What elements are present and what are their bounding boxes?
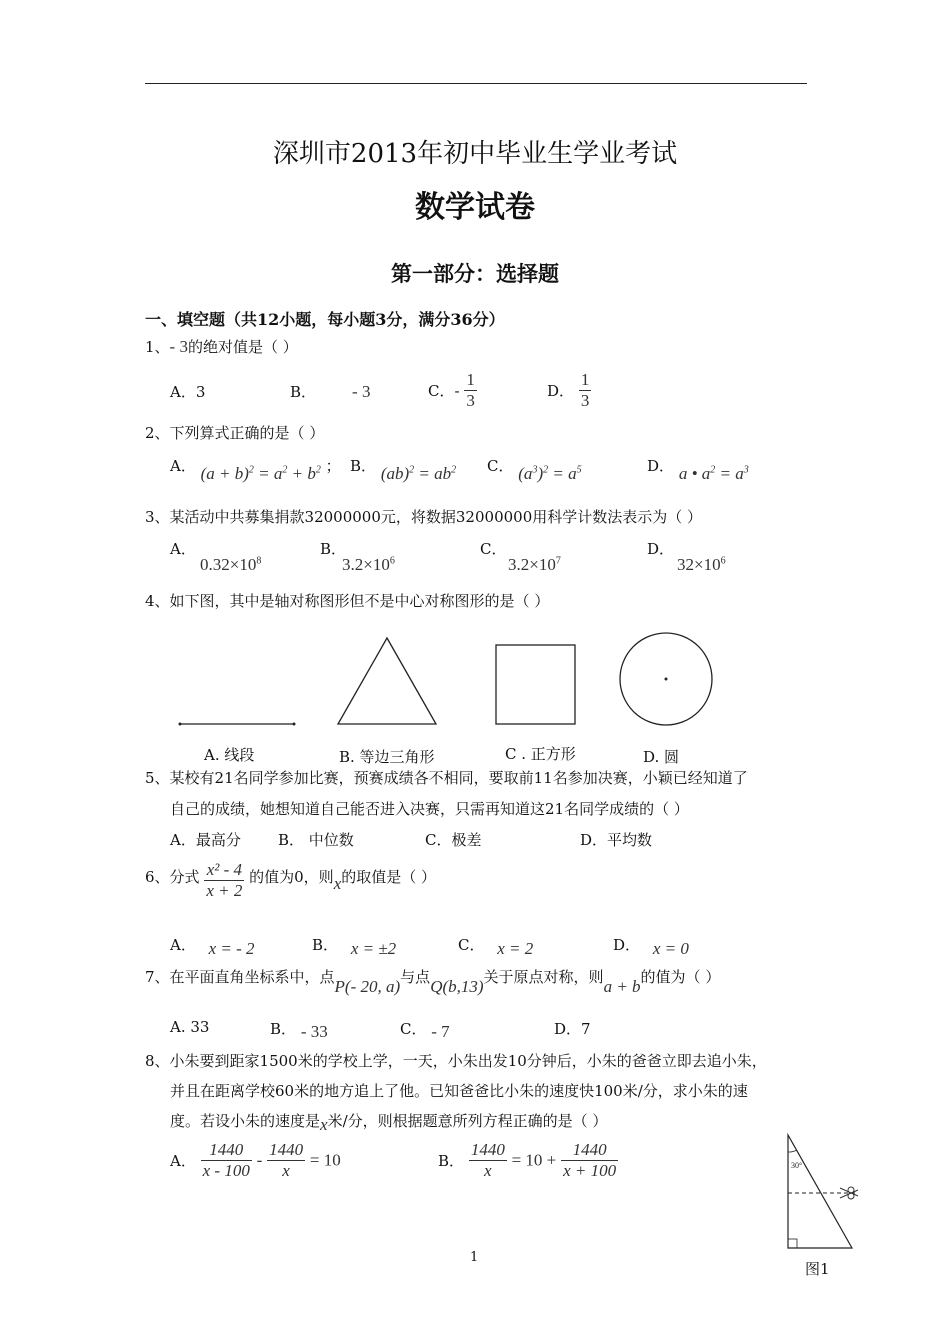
question-3-stem: 3、某活动中共募集捐款32000000元，将数据32000000用科学计数法表示为（ ）: [145, 508, 703, 526]
q4-option-a: A. 线段: [204, 746, 255, 764]
q8-option-a: A． $\frac{1440}{x - 100}$ - $\frac{1440}{x}$ = 10: [170, 1140, 341, 1180]
question-2-stem: 2、下列算式正确的是（ ）: [145, 424, 325, 442]
question-1-stem: 1、- 3的绝对值是（ ）: [145, 337, 298, 356]
q5-option-c: C．极差: [425, 831, 482, 849]
q7-option-b: B． - 33: [270, 1020, 328, 1041]
q3-option-d: D． $32\times 10^6$: [647, 540, 726, 574]
header-rule: [145, 83, 807, 84]
q7-option-c: C． - 7: [400, 1020, 450, 1041]
q5-option-a: A．最高分: [170, 831, 241, 849]
question-8-line2: 并且在距离学校60米的地方追上了他。已知爸爸比小朱的速度快100米/分，求小朱的速: [170, 1082, 748, 1100]
circle-figure: [620, 633, 712, 725]
figure-1-triangle: [780, 1130, 865, 1255]
q2-option-d: D． a • $a^2 = a^3$: [647, 457, 749, 483]
q5-option-d: D．平均数: [580, 831, 653, 849]
q3-option-a: A． $0.32\times 10^8$: [170, 540, 262, 574]
q8-option-b: B． $\frac{1440}{x}$ = 10 + $\frac{1440}{x + 100}$: [438, 1140, 617, 1180]
q1-option-a: A．3: [170, 383, 206, 401]
q4-option-d: D. 圆: [643, 748, 680, 766]
question-7-stem: 7、在平面直角坐标系中，点P(- 20, a)与点Q(b,13)关于原点对称，则a + b的值为（ ）: [145, 968, 721, 996]
question-8-line1: 8、小朱要到距家1500米的学校上学，一天，小朱出发10分钟后，小朱的爸爸立即去追小朱，: [145, 1052, 767, 1070]
q2-option-a: A． $(a + b)^2 = a^2 + b^2$ ；: [170, 457, 341, 483]
q1-option-d: D． $\frac{1}{3}$: [547, 370, 590, 410]
q1-option-b: B． - 3: [290, 382, 371, 401]
q4-option-c: C . 正方形: [505, 745, 576, 763]
part-heading: 第一部分：选择题: [391, 261, 559, 286]
q1-option-c: C．- $\frac{1}{3}$: [428, 370, 475, 410]
angle-label: 30°: [791, 1161, 803, 1170]
q6-option-b: B． x = ±2: [312, 936, 397, 958]
q5-option-b: B． 中位数: [278, 831, 354, 849]
paper-subtitle: 数学试卷: [415, 190, 535, 225]
question-4-stem: 4、如下图，其中是轴对称图形但不是中心对称图形的是（ ）: [145, 592, 550, 610]
question-6-stem: 6、分式 $\frac{\text{x² - 4}}{x + 2}$ 的值为0，则x的取值是（ ）: [145, 860, 437, 900]
line-segment-figure: [179, 723, 296, 726]
q2-option-c: C． $(a^3)^2 = a^5$: [487, 457, 582, 483]
question-5-line2: 自己的成绩，她想知道自己能否进入决赛，只需再知道这21名同学成绩的（ ）: [170, 800, 689, 818]
question-8-line3: 度。若设小朱的速度是x米/分，则根据题意所列方程正确的是（ ）: [170, 1112, 608, 1134]
square-figure: [496, 645, 575, 724]
q7-option-a: A. 33: [170, 1018, 210, 1036]
q6-option-d: D． x = 0: [613, 936, 689, 958]
q4-option-b: B. 等边三角形: [339, 748, 435, 766]
exam-title: 深圳市2013年初中毕业生学业考试: [272, 139, 678, 169]
q3-option-b: B． $3.2\times 10^6$: [320, 540, 395, 574]
page-number: 1: [470, 1250, 479, 1265]
figure-1-caption: 图1: [805, 1260, 830, 1278]
scissors-icon: [840, 1187, 858, 1199]
q2-option-b: B． $(ab)^2 = ab^2$: [350, 457, 457, 483]
q3-option-c: C． $3.2\times 10^7$: [480, 540, 561, 574]
q6-option-c: C． x = 2: [458, 936, 534, 958]
q7-option-d: D．7: [554, 1020, 591, 1038]
question-5-line1: 5、某校有21名同学参加比赛，预赛成绩各不相同，要取前11名参加决赛，小颖已经知道了: [145, 769, 748, 787]
equilateral-triangle-figure: [338, 638, 436, 724]
section-heading: 一、填空题（共12小题，每小题3分，满分36分）: [145, 310, 505, 329]
q6-option-a: A． x = - 2: [170, 936, 255, 958]
q4-figures: [170, 630, 730, 735]
